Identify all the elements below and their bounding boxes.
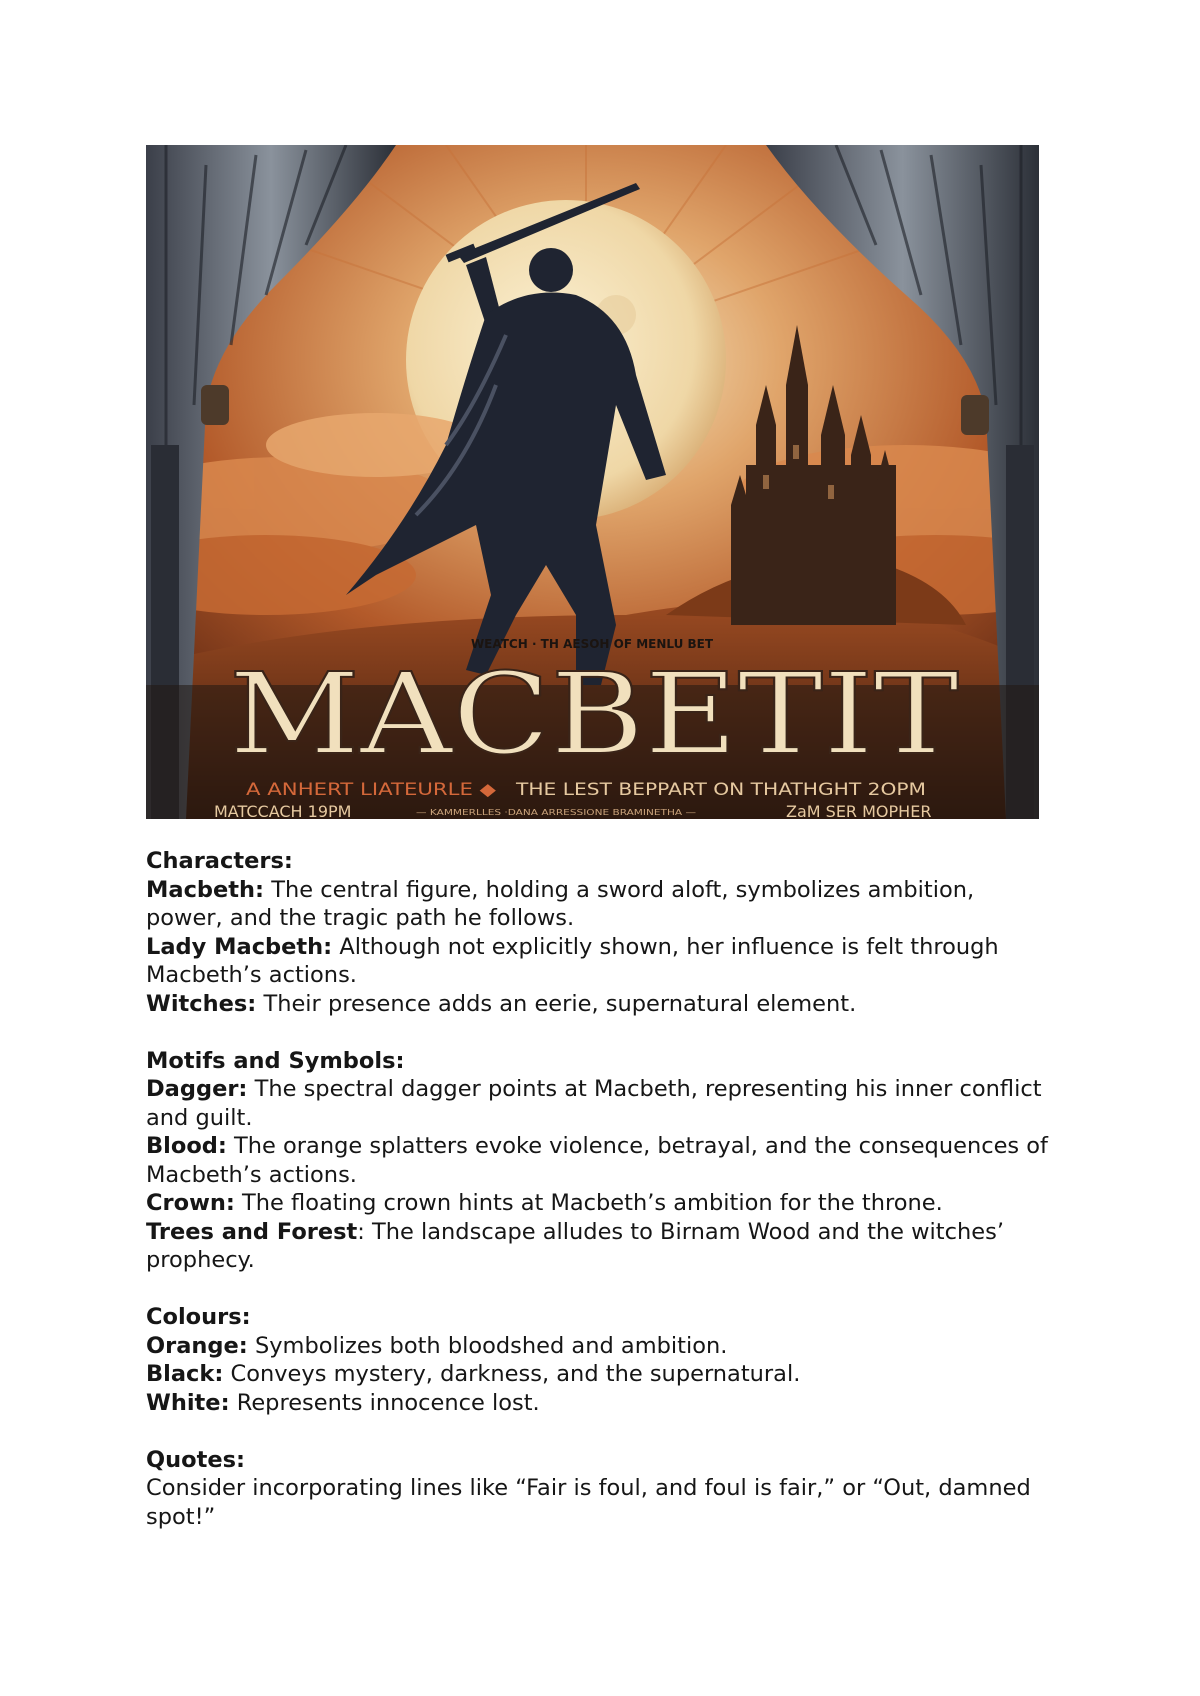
colour-label: Orange: <box>146 1332 248 1359</box>
section-spacer <box>146 1018 1056 1047</box>
characters-heading: Characters: <box>146 848 293 874</box>
motif-label: Dagger: <box>146 1076 248 1102</box>
character-item <box>146 876 1056 933</box>
document-body <box>146 847 1056 1531</box>
motif-description: The spectral dagger points at Macbeth, representing his inner conflict and guilt. <box>146 1076 1042 1131</box>
motif-item <box>146 1075 1056 1132</box>
colours-heading: Colours: <box>146 1304 251 1330</box>
quotes-heading: Quotes: <box>146 1446 246 1473</box>
motif-label: Crown: <box>146 1190 235 1216</box>
motif-description: The floating crown hints at Macbeth’s ambition for the throne. <box>234 1190 943 1216</box>
colour-item <box>146 1360 1056 1389</box>
motif-item <box>146 1189 1056 1218</box>
colour-description: Symbolizes both bloodshed and ambition. <box>247 1332 728 1359</box>
character-label: Lady Macbeth: <box>146 933 333 960</box>
motif-item <box>146 1218 1056 1275</box>
motif-description: : The landscape alludes to Birnam Wood and the witches’ prophecy. <box>146 1218 1004 1273</box>
poster-footer-right: ZaM SER MOPHER <box>786 802 932 819</box>
poster-tagline: WEATCH · TH AESOH OF MENLU BET <box>470 637 714 651</box>
motif-label: Trees and Forest <box>146 1218 358 1245</box>
poster-footer-mid: — KAMMERLLES ·DANA ARRESSIONE BRAMINETHA — <box>416 808 696 817</box>
poster-footer-left: MATCCACH 19PM <box>214 802 352 819</box>
character-label: Macbeth: <box>146 876 265 903</box>
colour-description: Represents innocence lost. <box>229 1389 540 1416</box>
colour-description: Conveys mystery, darkness, and the supernatural. <box>223 1361 801 1387</box>
character-description: Although not explicitly shown, her influence is felt through Macbeth’s actions. <box>146 933 999 988</box>
motif-description: The orange splatters evoke violence, betrayal, and the consequences of Macbeth’s actions. <box>146 1133 1048 1188</box>
poster-title: MACBETIT <box>229 650 959 780</box>
motif-label: Blood: <box>146 1133 227 1159</box>
character-label: Witches: <box>146 990 257 1017</box>
motif-item <box>146 1132 1056 1189</box>
colour-label: White: <box>146 1389 230 1416</box>
colour-item <box>146 1332 1056 1361</box>
section-spacer <box>146 1275 1056 1304</box>
colour-label: Black: <box>146 1361 224 1387</box>
poster-subtitle-left: A ANHERT LIATEURLE ◆ <box>246 780 498 800</box>
character-item <box>146 933 1056 990</box>
character-description: Their presence adds an eerie, supernatural element. <box>256 990 857 1017</box>
section-spacer <box>146 1417 1056 1446</box>
motifs-heading: Motifs and Symbols: <box>146 1047 405 1074</box>
colour-item <box>146 1389 1056 1418</box>
character-item <box>146 990 1056 1019</box>
macbeth-poster-image <box>146 145 1039 819</box>
quotes-text: Consider incorporating lines like “Fair is foul, and foul is fair,” or “Out, damned spot!” <box>146 1475 1031 1530</box>
poster-subtitle-right: THE LEST BEPPART ON THATHGHT 2ОРМ <box>514 780 926 800</box>
character-description: The central figure, holding a sword aloft, symbolizes ambition, power, and the tragic path he follows. <box>146 876 975 931</box>
